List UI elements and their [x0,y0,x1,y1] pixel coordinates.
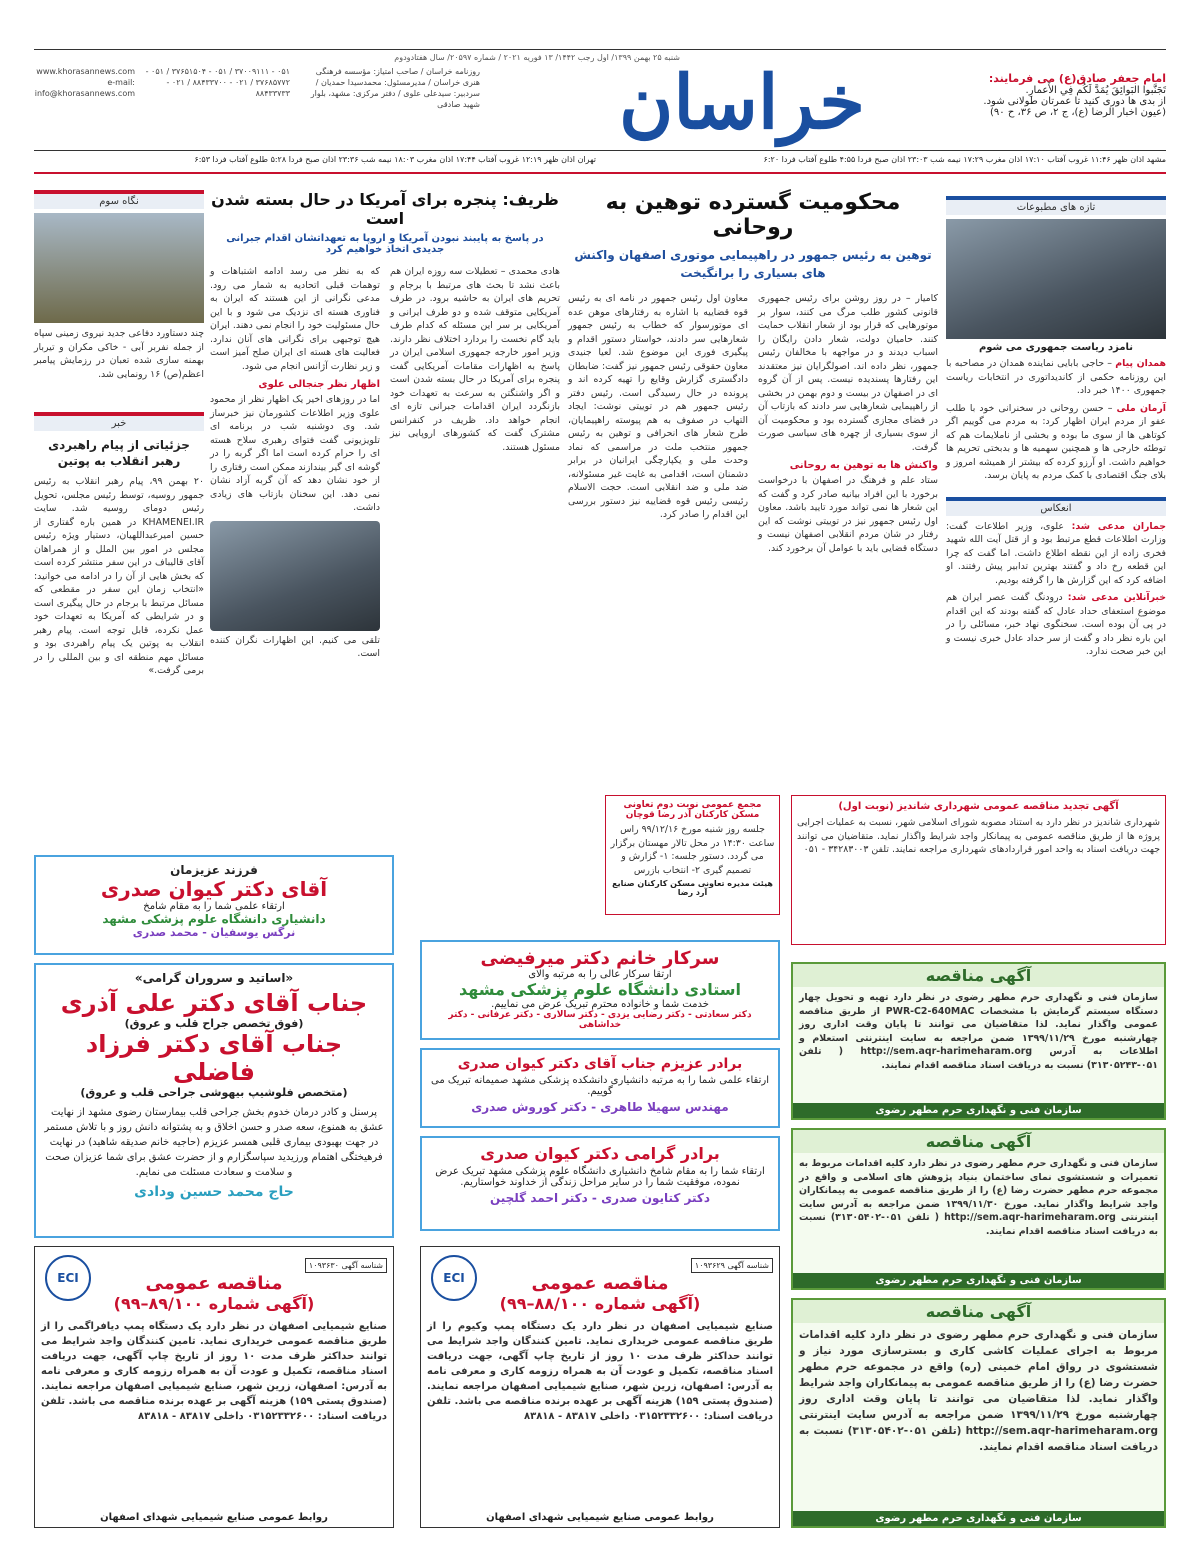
ad3-name: سرکار خانم دکتر میرفیضی [480,948,720,969]
hadith-ref: (عیون اخبار الرضا (ع)، ج ۲، ص ۳۶، ح ۹۰) [990,107,1166,118]
eci2-title: مناقصه عمومی [145,1273,283,1294]
eci-logo: ECI [431,1255,477,1301]
haram-tender-3 [791,1298,1166,1528]
ad2-name2: جناب آقای دکتر فرزاد فاضلی [85,1030,343,1086]
congrats-ad-3 [420,940,780,1040]
third-look-title: نگاه سوم [34,194,204,209]
eci2-text: صنایع شیمیایی اصفهان در نظر دارد یک دستگاه پمپ دیافراگمی را از طریق مناقصه عمومی خریداری نماید. تامین کنندگان واجد شرایط می توانند حداکثر ظرف مدت ۱۰ روز از تاریخ چاپ آگهی، جهت دریافت اسناد مناقصه، تکمیل و عودت آن به همراه رزومه کاری و معرفی نامه به آدرس: اصفهان، زرین شهر، صنایع شیمیایی اصفهان مراجعه نمایند. (صندوق پستی ۱۵۹) هزینه آگهی بر عهده برنده مناقصه می باشد. تلفن دریافت اسناد: ۰۳۱۵۲۳۳۲۶۰۰ داخلی ۸۳۸۱۷ - ۸۳۸۱۸ [41,1321,388,1422]
tender3-footer: سازمان فنی و نگهداری حرم مطهر رضوی [793,1511,1164,1526]
ad2-top: «اساتید و سروران گرامی» [134,971,294,985]
ad5-name: برادر گرامی دکتر کیوان صدری [480,1144,720,1163]
reflection-title: انعکاس [946,501,1166,516]
coop-title: مجمع عمومی نوبت دوم تعاونی مسکن کارکنان آذر رضا قوچان [623,800,762,820]
ad4-name: برادر عزیزم جناب آقای دکتر کیوان صدری [457,1056,743,1072]
shandiz-title: آگهی تجدید مناقصه عمومی شهرداری شاندیز (نوبت اول) [838,801,1119,812]
coop-text: جلسه روز شنبه مورخ ۹۹/۱۲/۱۶ راس ساعت ۱۴:۳۰ در محل تالار مهستان برگزار می گردد. دستور جلسه: ۱- گزارش و تصمیم گیری ۲- انتخاب بازرس [610,824,775,876]
publisher-info: روزنامه خراسان / صاحب امتیاز: مؤسسه فرهنگی هنری خراسان / مدیرمسئول: محمدسیدا حمدیان / سردبیر: سیدعلی علوی / دفتر مرکزی: مشهد، بلوار شهید صادقی [310,67,480,109]
publications-column [946,196,1166,659]
eci-logo: ECI [45,1255,91,1301]
eci2-id: شناسه آگهی ۱۰۹۳۶۳۰ [305,1258,387,1273]
eci2-sub: (آگهی شماره ۸۹/۱۰۰–۹۹) [113,1294,315,1313]
tender3-label: آگهی مناقصه [793,1300,1164,1323]
third-look-caption: چند دستاورد دفاعی جدید نیروی زمینی سپاه از جمله نفربر آبی - خاکی مکران و تیربار بهمنه سازی شده تعبان در رزمایش پیامبر اعظم(ص) ۱۶ رونمایی شد. [34,328,204,380]
news-title: خبر [34,416,204,431]
eci1-sub: (آگهی شماره ۸۸/۱۰۰–۹۹) [499,1294,701,1313]
hadith-title: امام جعفر صادق(ع) می فرمایند: [988,72,1166,85]
ref2-head: خبرآنلاین مدعی شد: [1067,592,1166,603]
shandiz-text: شهرداری شاندیز در نظر دارد به استناد مصوبه شورای اسلامی شهر، نسبت به عملیات اجرایی پروژه ها از طریق مناقصه عمومی به پیمانکار واجد شرایط واگذار نماید. متقاضیان می توانند جهت دریافت اسناد به واحد امور قراردادهای شهرداری مراجعه نمایند. تلفن ۳۴۲۸۳۰۰۳ - ۰۵۱ [797,817,1160,855]
hadith-box [866,72,1166,118]
ad5-text: ارتقاء شما را به مقام شامخ دانشیاری دانشگاه علوم پزشکی مشهد تبریک عرض نموده، موفقیت شما را در سایر مراحل زندگی از خداوند خواستاریم. [435,1166,765,1188]
coop-notice [605,795,780,915]
military-photo [34,213,204,323]
prayer-tehran: تهران اذان ظهر ۱۲:۱۹ غروب آفتاب ۱۷:۴۴ اذان مغرب ۱۸:۰۳ نیمه شب ۲۳:۳۶ اذان صبح فردا ۵:۲۸ طلوع آفتاب فردا ۶:۵۳ [194,155,596,164]
tender2-label: آگهی مناقصه [793,1130,1164,1153]
news-box [34,412,204,678]
ad2-spec1: (فوق تخصص جراح قلب و عروق) [124,1017,304,1030]
eci1-footer: روابط عمومی صنایع شیمیایی شهدای اصفهان [486,1512,714,1523]
ad2-text: پرسنل و کادر درمان خدوم بخش جراحی قلب بیمارستان رضوی مشهد از نهایت عشق به همنوع، سعه صدر و حسن اخلاق و به پشتوانه دانش روز و با تلاش مستمر در جهت بهبودی بیماری قلبی همسر عزیزم (حاجیه خانم صدیقه شاهید) در نهایت فرهیختگی اهتمام ورزیدید سپاسگزارم و از حضرت عشق برای شما عزیزان صحت و سلامت و سعادت مسئلت می نمایم. [44,1107,384,1178]
ad1-role: دانشیاری دانشگاه علوم پزشکی مشهد [102,912,326,926]
tender1-label: آگهی مناقصه [793,964,1164,987]
tender3-text: سازمان فنی و نگهداری حرم مطهر رضوی در نظر دارد کلیه اقدامات مربوط به اجرای عملیات کاشی کاری و بسترسازی مورد نیاز و شستشوی در رواق امام خمینی (ره) واقع در مجموعه حرم مطهر حضرت رضا (ع) را از طریق مناقصه عمومی به پیمانکاران واجد شرایط واگذار نماید. لذا متقاضیان می توانند تا پایان وقت اداری روز چهارشنبه مورخ ۱۳۹۹/۱۱/۲۹ ضمن مراجعه به آدرس سایت اینترنتی http://sem.aqr-harimeharam.org (تلفن ۰۵۱-۳۱۳۰۵۴۰۲) نسبت به دریافت اسناد مناقصه اقدام نمایند. [799,1329,1158,1453]
ad1-sign: نرگس یوسفیان - محمد صدری [132,926,296,939]
pub2-head: آرمان ملی [1116,402,1166,414]
main-title: محکومیت گسترده توهین به روحانی [605,190,901,240]
ref1-head: جماران مدعی شد: [1071,520,1166,532]
eci2-footer: روابط عمومی صنایع شیمیایی شهدای اصفهان [100,1512,328,1523]
ref2-text: درودنگ گفت عصر ایران هم موضوع استعفای حداد عادل که گفته بودند که این اقدام در پی آن بوده است. سخنگوی نهاد خبر، مسائلی را در این باره نظر داد و گفت از سر حداد عادل خبری نیست و این خبر صحت ندارد. [946,592,1166,657]
zarif-story [210,190,560,661]
ref1-text: علوی، وزیر اطلاعات گفت: وزارت اطلاعات قطع مرتبط بود و از قتل آیت الله شهید فخری زاده از این نقطه اطلاع داشت. اما گفت که چرا این قطعه رخ داد و گفتند بهترین تدابیر پیش رفتند. او اضافه کرد که این گزارش ها را گرفته بودیم. [946,520,1166,586]
date-line: شنبه ۲۵ بهمن ۱۳۹۹/ اول رجب ۱۴۴۲/ ۱۳ فوریه ۲۰۲۱ / شماره ۲۰۵۹۷/ سال هفتادودوم [394,53,680,62]
prayer-mashhad: مشهد اذان ظهر ۱۱:۴۶ غروب آفتاب ۱۷:۱۰ اذان مغرب ۱۷:۲۹ نیمه شب ۲۳:۰۳ اذان صبح فردا ۴:۵۵ طلوع آفتاب فردا ۶:۲۰ [763,155,1166,164]
third-look [34,190,204,381]
main-col1: کامیار – در روز روشن برای رئیس جمهوری قانونی کشور طلب مرگ می کنند، سوار بر موتورهایی که قرار بود از شعار انقلاب حمایت کنند. حامیان دولت، شعار دادن رایگان را اسباب دیدند و در مواجهه با مخالفان رئیس جمهور، نظر داده اند. اصولگرایان نیز معتقدند این رفتارها پسندیده نیست. پس از آن گروه ای در اصفهان در بیست و دوم بهمن در بخشی از راهپیمایی شعارهایی سر دادند که بازتاب آن در فضای مجازی گسترده بود و محکومیت آن از سوی بسیاری از چهره های سیاسی صورت گرفت. [758,293,938,453]
ad5-sign: دکتر کتایون صدری - دکتر احمد گلچین [489,1191,711,1205]
news-headline: جزئیاتی از پیام راهبردی رهبر انقلاب به پوتین [48,438,190,468]
haram-tender-1 [791,962,1166,1120]
eci1-text: صنایع شیمیایی اصفهان در نظر دارد یک دستگاه پمپ وکیوم را از طریق مناقصه عمومی خریداری نماید. تامین کنندگان واجد شرایط می توانند حداکثر ظرف مدت ۱۰ روز از تاریخ چاپ آگهی، جهت دریافت اسناد مناقصه، تکمیل و عودت آن به همراه رزومه کاری و معرفی نامه به آدرس: اصفهان، زرین شهر، صنایع شیمیایی اصفهان مراجعه نمایند. (صندوق پستی ۱۵۹) هزینه آگهی بر عهده برنده مناقصه می باشد. تلفن دریافت اسناد: ۰۳۱۵۲۳۳۲۶۰۰ داخلی ۸۳۸۱۷ - ۸۳۸۱۸ [427,1321,774,1422]
publications-title: تازه های مطبوعات [946,200,1166,215]
congrats-ad-5 [420,1136,780,1231]
tender1-footer: سازمان فنی و نگهداری حرم مطهر رضوی [793,1103,1164,1118]
zarif-photo-caption: تلقی می کنیم. این اظهارات نگران کننده است. [210,634,380,659]
news-text: ۲۰ بهمن ۹۹، پیام رهبر انقلاب به رئیس جمهور روسیه، توسط رئیس مجلس، تحویل رئیس دومای روسیه شد. سایت KHAMENEI.IR در همین باره گفتاری از حسین امیرعبداللهیان، دستیار ویژه رئیس مجلس در امور بین الملل و از همراهان آقای قالیباف در این سفر منتشر کرده است که بخش هایی از آن را در ادامه می خوانید: «انتخاب زمان این سفر در مقطعی که مسائل مرتبط با برجام در حال پیگیری است و در شرایطی که آمریکا به تعهدات خود عمل نکرده، قابل توجه است. پیام رهبر انقلاب به پوتین یک پیام راهبردی بود و مسائل مهم منطقه ای و بین المللی را در برمی گرفت.» [34,476,204,676]
tender2-footer: سازمان فنی و نگهداری حرم مطهر رضوی [793,1273,1164,1288]
zarif-photo [210,521,380,631]
eci-tender-2 [34,1246,394,1528]
tender1-text: سازمان فنی و نگهداری حرم مطهر رضوی در نظر دارد تهیه و تحویل چهار دستگاه سیستم گرمایش با مشخصات PWR-C2-640MAC از طریق مناقصه عمومی واگذار نماید. لذا متقاضیان می توانند تا پایان وقت اداری روز چهارشنبه مورخ ۱۳۹۹/۱۱/۲۹ ضمن مراجعه به سایت اینترنتی استعلام و اطلاعات به آدرس http://sem.aqr-harimeharam.org ( تلفن ۰۵۱-۳۱۳۰۵۲۴۳) نسبت به دریافت اسناد مناقصه اقدام نمایند. [799,992,1159,1071]
ad3-text2: خدمت شما و خانواده محترم تبریک عرض می نماییم. [491,999,709,1010]
eci-tender-1 [420,1246,780,1528]
zarif-col2: که به نظر می رسد ادامه اشتباهات و توهمات قبلی اتحادیه به شمار می رود. مدعی نگرانی از این هستند که ایران به فناوری هسته ای نزدیک می شود و با این حال مسئولیت خود را انجام نمی دهند. ایران هیچ توجیهی برای نگرانی های آنان ندارد. فعالیت های هسته ای ایران صلح آمیز است و زیر نظارت آژانس انجام می شود. [210,266,380,372]
ad1-top: فرزند عزیزمان [170,863,258,877]
zarif-subhead: اظهار نظر جنجالی علوی [258,379,380,390]
zarif-subtitle: در پاسخ به پایبند نبودن آمریکا و اروپا به تعهداتشان اقدام جبرانی جدیدی اتخاذ خواهیم کرد [226,233,544,255]
publication-thumbnail [946,219,1166,339]
coop-sign: هیئت مدیره تعاونی مسکن کارکنان صنایع آرد رضا [612,879,773,897]
eci1-title: مناقصه عمومی [531,1273,669,1294]
ad3-sign: دکتر سعادتی - دکتر رضایی یزدی - دکتر سالاری - دکتر عرفانی - دکتر خداشاهی [448,1010,752,1030]
main-story [568,190,938,555]
phones: ۰۵۱ - ۳۷۰۰۹۱۱۱ / ۰۵۱ - ۳۷۶۵۱۵۰۴ / ۰۵۱ - ۳۷۶۸۵۷۷۲ / ۰۲۱ - ۸۸۴۳۳۷۰۰ / ۰۲۱ - ۸۸۴۳۳۷۳۳ [145,67,290,98]
ad2-spec2: (متخصص فلوشیپ بیهوشی جراحی قلب و عروق) [80,1086,348,1099]
main-col1b: ستاد علم و فرهنگ در اصفهان با درخواست برخورد با این افراد بیانیه صادر کرد و گفت که این شعار ها نمی تواند مورد تایید باشد. معاون اول رئیس جمهور نیز در توییتی نوشت که این رفتار در شان مردم انقلابی اصفهان نیست و دستگاه قضایی باید با عوامل آن برخورد کند. [758,475,938,554]
shandiz-tender-ad [791,795,1166,945]
tender2-text: سازمان فنی و نگهداری حرم مطهر رضوی در نظر دارد کلیه اقدامات مربوط به تعمیرات و شستشوی نمای ساختمان بنیاد پژوهش های اسلامی و واقع در مجموعه حرم مطهر حضرت رضا (ع) را از طریق مناقصه عمومی به پیمانکاران واجد شرایط واگذار نماید. مورخ ۱۳۹۹/۱۱/۳۰ ضمن مراجعه به آدرس سایت اینترنتی http://sem.aqr-harimeharam.org ( تلفن ۰۵۱-۳۱۳۰۵۴۰۲) نسبت به دریافت اسناد مناقصه اقدام نمایند. [799,1158,1158,1237]
pub1-text: – حاجی بابایی نماینده همدان در مصاحبه با این روزنامه حکمی از کاندیداتوری در انتخابات ریاست جمهوری ۱۴۰۰ خبر داد. [946,358,1166,396]
ad1-name: آقای دکتر کیوان صدری [100,877,328,901]
website: www.khorasannews.com e-mail: info@khorasannews.com [34,67,135,98]
eci1-id: شناسه آگهی ۱۰۹۳۶۲۹ [691,1258,773,1273]
pub2-text: – حسن روحانی در سخنرانی خود با طلب عفو از مردم ایران اظهار کرد: به مردم می گوییم اگر کوتاهی ها از سوی ما بوده و بخشی از ناملایمات هم که توطئه خارجی ها و همچنین سهمیه ها و بدبختی تحریم ها خواهیم داشت. او آرزو کرده که بیشتر از همیشه امروز و بلای جنگ اقتصادی با کمک مردم به پایان برسد. [946,402,1166,481]
ad3-role: استادی دانشگاه علوم پزشکی مشهد [458,980,742,999]
congrats-ad-2 [34,963,394,1238]
ad1-text: ارتقاء علمی شما را به مقام شامخ [143,901,285,912]
hadith-fa: از بدی ها دوری کنید تا عمرتان طولانی شود. [983,96,1166,107]
main-col2: معاون اول رئیس جمهور در نامه ای به رئیس قوه قضاییه با اشاره به رفتارهای موهن عده ای موتورسوار که خطاب به رئیس جمهور شعارهایی سر دادند، خواستار دستور اقدام و پیگیری فوری این موضوع شد. لعیا جنیدی معاون حقوقی رئیس جمهور نیز گفت: ضابطان دادگستری گزارش وقایع را تهیه کرده اند و پرونده در حال رسیدگی است. رئیس دفتر رئیس جمهور هم در توییتی نوشت: ایجاد التهاب در صفوف به هم پیوسته راهپیمایان، طرح شعار های انحرافی و توهین به رئیس جمهور منتخب ملت در مراسمی که نماد وحدت ملی و یکپارچگی ایرانیان در برابر دشمنان است، اقدامی به غایت غیر مسئولانه، ضد ملی و ضد انقلابی است. حجت الاسلام رئیسی رئیس قوه قضاییه نیز دستور بررسی این اقدام را صادر کرد. [568,293,748,520]
pub1-head: همدان پیام [1115,358,1166,369]
ad4-sign: مهندس سهیلا طاهری - دکتر کوروش صدری [471,1100,729,1114]
ad2-sign: حاج محمد حسین ودادی [134,1184,294,1200]
main-subtitle: توهین به رئیس جمهور در راهپیمایی موتوری اصفهان واکنش های بسیاری را برانگیخت [574,248,932,280]
congrats-ad-1 [34,855,394,955]
main-col1-subhead: واکنش ها به توهین به روحانی [789,460,938,471]
zarif-col1: هادی محمدی – تعطیلات سه روزه ایران هم باعث نشد تا بحث های مرتبط با برجام و تحریم های ایران به حاشیه برود. در طرف آمریکایی متوقف شده و دو طرف ایرانی و آمریکایی بر سر این مسئله که کدام طرف باید گام نخست را بردارد اختلاف نظر دارند. وزیر امور خارجه جمهوری اسلامی ایران در پاسخ به اظهارات مقامات آمریکایی گفت پنجره برای آمریکا در حال بسته شدن است و اگر واشنگتن به سرعت به تعهدات خود بازنگردد ایران اقدامات جبرانی تازه ای انجام خواهد داد. ظریف در کنفرانس مشترک گفت که کشورهای اروپایی نیز مسئول هستند. [390,266,560,453]
congrats-ad-4 [420,1048,780,1128]
zarif-title: ظریف: پنجره برای آمریکا در حال بسته شدن است [211,190,559,228]
ad3-text: ارتقا سرکار عالی را به مرتبه والای [528,969,672,980]
ad4-text: ارتقاء علمی شما را به مرتبه دانشیاری دانشکده پزشکی مشهد صمیمانه تبریک می گوییم. [430,1075,769,1097]
hadith-arabic: تَجَنَّبوا البَوائِقَ يُمَدَّ لَكُم فِي الأَعمارِ. [1025,85,1166,96]
zarif-col2b: اما در روزهای اخیر یک اظهار نظر از محمود علوی وزیر اطلاعات کشورمان نیز خبرساز شد. وی دوشنبه شب در برنامه ای تلویزیونی گفت فتوای رهبری سلاح هسته ای را حرام کرده است اما اگر گربه را در گوشه ای گیر بیندازند ممکن است رفتاری را از خود نشان دهد که آن گربه آزاد نشان نمی دهد. این سخنان بازتاب های زیادی داشت. [210,394,380,513]
ad2-name1: جناب آقای دکتر علی آذری [60,989,368,1017]
pub-caption: نامزد ریاست جمهوری می شوم [978,342,1134,353]
haram-tender-2 [791,1128,1166,1290]
logo: خراسان [618,60,865,146]
